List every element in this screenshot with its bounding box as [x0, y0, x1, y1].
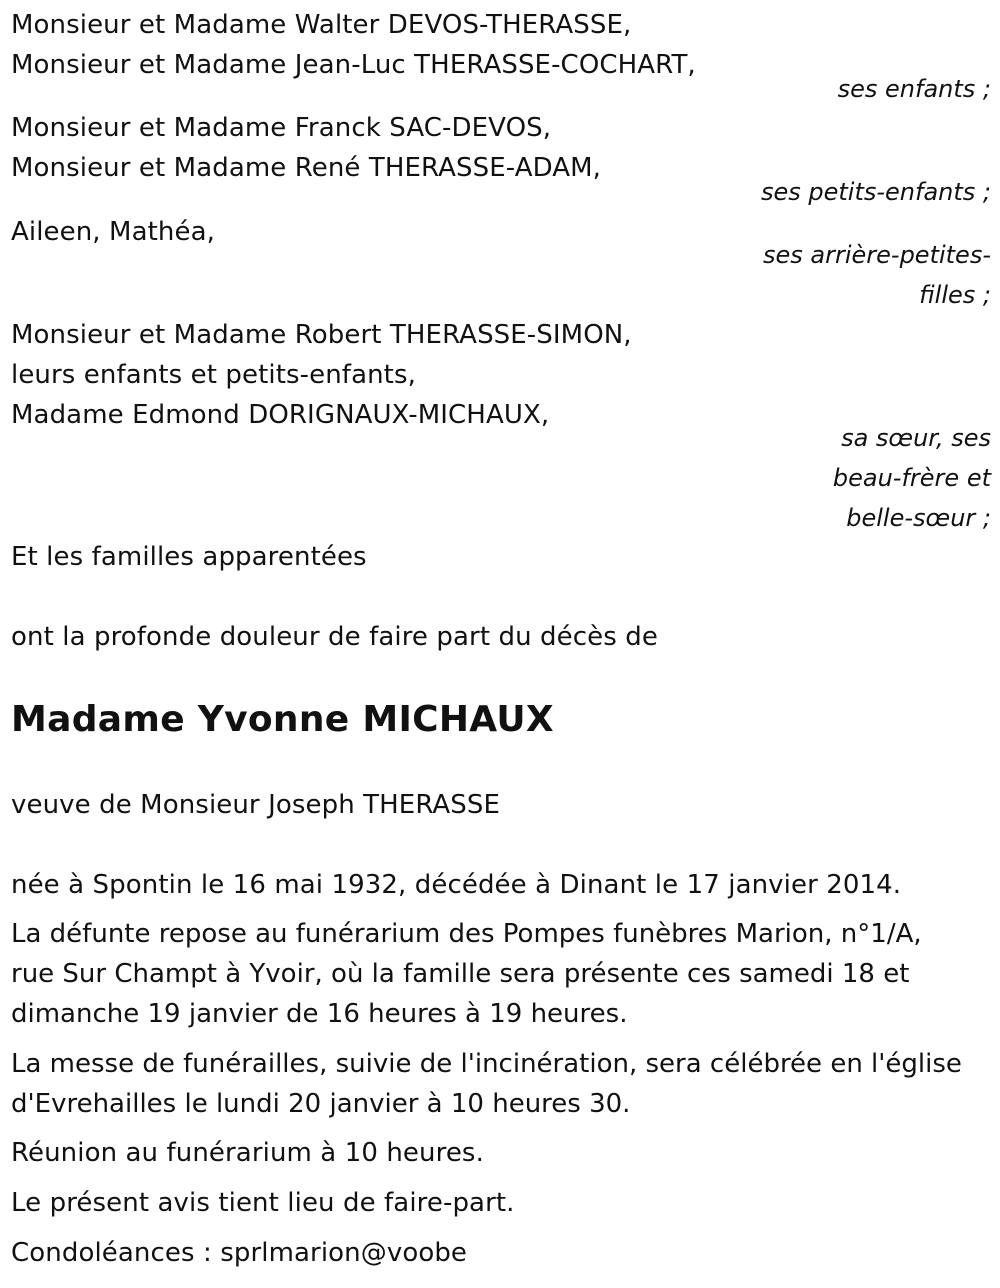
announcement: ont la profonde douleur de faire part du décès de [11, 622, 658, 652]
siblings-relation-2: beau-frère et [832, 464, 991, 492]
siblings-relation-3: belle-sœur ; [846, 504, 991, 532]
repose-line-1: La défunte repose au funérarium des Pompes funèbres Marion, n°1/A, [11, 919, 922, 949]
funeral-mass-line-1: La messe de funérailles, suivie de l'incinération, sera célébrée en l'église [11, 1049, 962, 1079]
great-grandchildren-relation-1: ses arrière-petites- [763, 241, 991, 269]
children-line-2: Monsieur et Madame Jean-Luc THERASSE-COCHART, [11, 50, 696, 80]
related-families: Et les familles apparentées [11, 542, 367, 572]
siblings-line-1: Monsieur et Madame Robert THERASSE-SIMON, [11, 320, 632, 350]
children-line-1: Monsieur et Madame Walter DEVOS-THERASSE, [11, 10, 632, 40]
great-grandchildren-relation-2: filles ; [919, 281, 991, 309]
grandchildren-relation: ses petits-enfants ; [760, 178, 991, 206]
birth-death: née à Spontin le 16 mai 1932, décédée à Dinant le 17 janvier 2014. [11, 870, 902, 900]
repose-line-3: dimanche 19 janvier de 16 heures à 19 heures. [11, 999, 628, 1029]
repose-paragraph [11, 914, 986, 1034]
grandchildren-line-1: Monsieur et Madame Franck SAC-DEVOS, [11, 113, 552, 143]
meeting: Réunion au funérarium à 10 heures. [11, 1138, 484, 1168]
great-grandchildren-line: Aileen, Mathéa, [11, 217, 215, 247]
notice: Le présent avis tient lieu de faire-part. [11, 1188, 515, 1218]
children-relation: ses enfants ; [837, 75, 991, 103]
siblings-line-3: Madame Edmond DORIGNAUX-MICHAUX, [11, 400, 550, 430]
funeral-mass-line-2: d'Evrehailles le lundi 20 janvier à 10 heures 30. [11, 1089, 631, 1119]
funeral-mass-paragraph [11, 1044, 986, 1124]
condolences: Condoléances : sprlmarion@voobe [11, 1238, 468, 1268]
deceased-name: Madame Yvonne MICHAUX [11, 699, 554, 740]
repose-line-2: rue Sur Champt à Yvoir, où la famille sera présente ces samedi 18 et [11, 959, 910, 989]
grandchildren-line-2: Monsieur et Madame René THERASSE-ADAM, [11, 153, 602, 183]
siblings-line-2: leurs enfants et petits-enfants, [11, 360, 416, 390]
widow-of: veuve de Monsieur Joseph THERASSE [11, 790, 501, 820]
siblings-relation-1: sa sœur, ses [841, 424, 991, 452]
